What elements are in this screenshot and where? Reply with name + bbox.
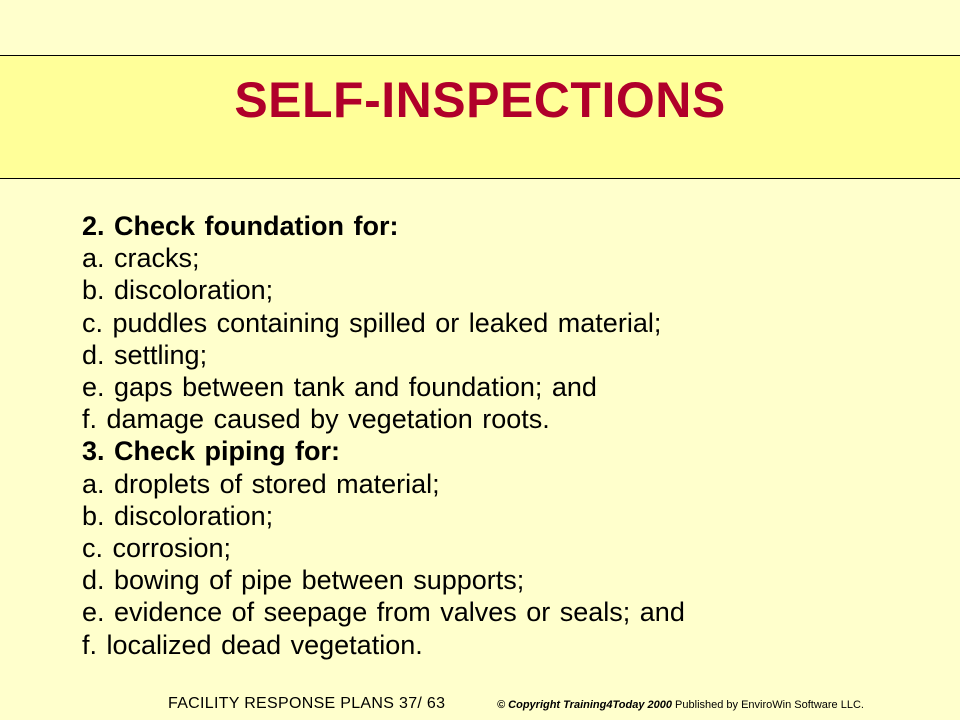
- list-item: d. bowing of pipe between supports;: [82, 565, 525, 596]
- section-heading: 3. Check piping for:: [82, 436, 341, 467]
- footer-credits: [497, 698, 864, 712]
- slide-title: SELF-INSPECTIONS: [234, 72, 726, 128]
- list-item: c. corrosion;: [82, 533, 232, 564]
- footer-page-number: 37/ 63: [399, 695, 446, 712]
- list-item: f. localized dead vegetation.: [82, 629, 423, 660]
- list-item: d. settling;: [82, 339, 208, 370]
- footer-publisher: Published by EnviroWin Software LLC.: [675, 699, 864, 711]
- list-item: e. gaps between tank and foundation; and: [82, 372, 597, 403]
- inspection-list: [82, 210, 942, 661]
- footer-course-page: [168, 694, 445, 714]
- list-item: f. damage caused by vegetation roots.: [82, 404, 550, 435]
- list-item: a. cracks;: [82, 243, 200, 274]
- list-item: c. puddles containing spilled or leaked material;: [82, 307, 662, 338]
- footer-course-title: FACILITY RESPONSE PLANS: [168, 695, 395, 712]
- list-item: a. droplets of stored material;: [82, 468, 440, 499]
- list-item: b. discoloration;: [82, 275, 274, 306]
- footer-copyright: © Copyright Training4Today 2000: [497, 699, 672, 711]
- list-item: b. discoloration;: [82, 500, 274, 531]
- section-heading: 2. Check foundation for:: [82, 211, 399, 241]
- list-item: e. evidence of seepage from valves or seals; and: [82, 597, 685, 628]
